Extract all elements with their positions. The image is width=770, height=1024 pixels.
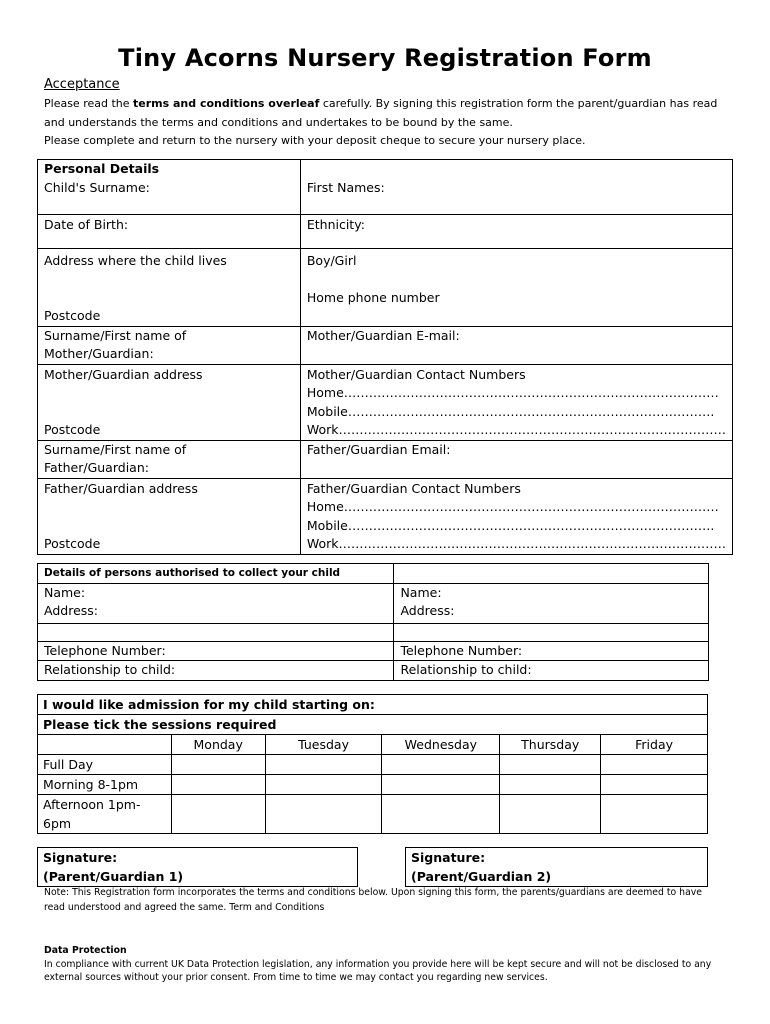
collect2-address-field[interactable]: Address: [394, 602, 709, 623]
tick-cell[interactable] [500, 795, 601, 834]
acceptance-line1-pre: Please read the [44, 97, 134, 110]
signature-label: Signature: [43, 850, 118, 865]
parent1-label: (Parent/Guardian 1) [43, 869, 184, 884]
session-full-day: Full Day [38, 755, 172, 775]
father-address-field[interactable]: Father/Guardian address [38, 478, 301, 535]
collect2-name-field[interactable]: Name: [394, 583, 709, 602]
home-phone-label: Home phone number [306, 289, 440, 305]
tick-cell[interactable] [171, 795, 265, 834]
personal-details-heading: Personal Details [38, 160, 301, 179]
mother-work-field[interactable]: Work………………………………………………………………………………… [300, 421, 732, 440]
terms-link-text: terms and conditions overleaf [133, 97, 320, 110]
signature-box-parent2[interactable] [405, 847, 708, 887]
father-contact-block [300, 478, 732, 535]
mother-mobile-field[interactable]: Mobile……………………………………………………………………………. [306, 403, 715, 419]
tick-cell[interactable] [382, 775, 500, 795]
acceptance-line1-post: carefully. By signing this registration form the parent/guardian has read and understands the terms and conditions and undertakes to be bound by the same. [44, 97, 718, 129]
tick-cell[interactable] [265, 795, 382, 834]
father-contact-label: Father/Guardian Contact Numbers [306, 480, 521, 496]
data-protection-text: In compliance with current UK Data Protection legislation, any information you provide here will be kept secure and will not be disclosed to any external sources without your prior consent. From time to time we may contact you regarding new services. [44, 959, 712, 983]
mother-contact-block [300, 364, 732, 421]
day-header-tuesday: Tuesday [265, 735, 382, 755]
collect2-telephone-field[interactable]: Telephone Number: [394, 641, 709, 661]
tick-cell[interactable] [382, 755, 500, 775]
admission-table [37, 694, 708, 834]
note-text: Note: This Registration form incorporates the terms and conditions below. Upon signing this form, the parents/guardians are deemed to have read understood and agreed the same. Term and Conditions [44, 887, 702, 913]
boy-girl-label: Boy/Girl [306, 253, 357, 268]
collect-persons-table [37, 563, 709, 681]
first-names-field[interactable]: First Names: [300, 179, 732, 215]
tick-cell[interactable] [500, 775, 601, 795]
father-home-field[interactable]: Home……………………………………………………………………………… [306, 499, 719, 514]
mother-email-field[interactable]: Mother/Guardian E-mail: [300, 326, 732, 364]
father-name-field[interactable]: Surname/First name of Father/Guardian: [38, 440, 301, 478]
collect1-telephone-field[interactable]: Telephone Number: [38, 641, 394, 661]
signature-box-parent1[interactable] [37, 847, 358, 887]
day-header-wednesday: Wednesday [382, 735, 500, 755]
tick-cell[interactable] [500, 755, 601, 775]
acceptance-line2: Please complete and return to the nursery with your deposit cheque to secure your nursery place. [44, 134, 586, 147]
mother-name-field[interactable]: Surname/First name of Mother/Guardian: [38, 326, 301, 364]
acceptance-text [44, 95, 734, 151]
session-afternoon [38, 795, 172, 834]
collect2-relationship-field[interactable]: Relationship to child: [394, 661, 709, 681]
personal-details-table [37, 159, 733, 555]
child-postcode-field[interactable]: Postcode [38, 307, 301, 326]
parent2-label: (Parent/Guardian 2) [411, 869, 552, 884]
session-afternoon-line2: 6pm [43, 816, 72, 831]
tick-sessions-heading: Please tick the sessions required [38, 715, 708, 735]
tick-cell[interactable] [601, 795, 708, 834]
tick-cell[interactable] [382, 795, 500, 834]
page-title: Tiny Acorns Nursery Registration Form [118, 44, 652, 72]
dob-field[interactable]: Date of Birth: [38, 215, 301, 249]
father-email-field[interactable]: Father/Guardian Email: [300, 440, 732, 478]
day-header-thursday: Thursday [500, 735, 601, 755]
child-surname-field[interactable]: Child's Surname: [38, 179, 301, 215]
collect1-address-field[interactable]: Address: [38, 602, 394, 623]
father-work-field[interactable]: Work………………………………………………………………………………… [300, 535, 732, 554]
session-morning: Morning 8-1pm [38, 775, 172, 795]
signature-label: Signature: [411, 850, 486, 865]
father-postcode-field[interactable]: Postcode [38, 535, 301, 554]
collect1-name-field[interactable]: Name: [38, 583, 394, 602]
mother-home-field[interactable]: Home……………………………………………………………………………… [306, 385, 719, 400]
mother-contact-label: Mother/Guardian Contact Numbers [306, 366, 526, 382]
tick-cell[interactable] [171, 755, 265, 775]
day-header-friday: Friday [601, 735, 708, 755]
data-protection-heading: Data Protection [44, 945, 127, 956]
session-afternoon-line1: Afternoon 1pm- [43, 797, 141, 812]
day-header-monday: Monday [171, 735, 265, 755]
collect1-relationship-field[interactable]: Relationship to child: [38, 661, 394, 681]
ethnicity-field[interactable]: Ethnicity: [300, 215, 732, 249]
tick-cell[interactable] [265, 775, 382, 795]
tick-cell[interactable] [265, 755, 382, 775]
father-mobile-field[interactable]: Mobile……………………………………………………………………………. [306, 517, 715, 533]
boy-girl-field[interactable] [300, 249, 732, 308]
tick-cell[interactable] [601, 755, 708, 775]
child-address-field[interactable]: Address where the child lives [38, 249, 301, 308]
tick-cell[interactable] [601, 775, 708, 795]
admission-heading: I would like admission for my child starting on: [38, 695, 708, 715]
acceptance-heading: Acceptance [44, 77, 120, 92]
collect-heading: Details of persons authorised to collect your child [38, 564, 394, 584]
tick-cell[interactable] [171, 775, 265, 795]
mother-address-field[interactable]: Mother/Guardian address [38, 364, 301, 421]
mother-postcode-field[interactable]: Postcode [38, 421, 301, 440]
